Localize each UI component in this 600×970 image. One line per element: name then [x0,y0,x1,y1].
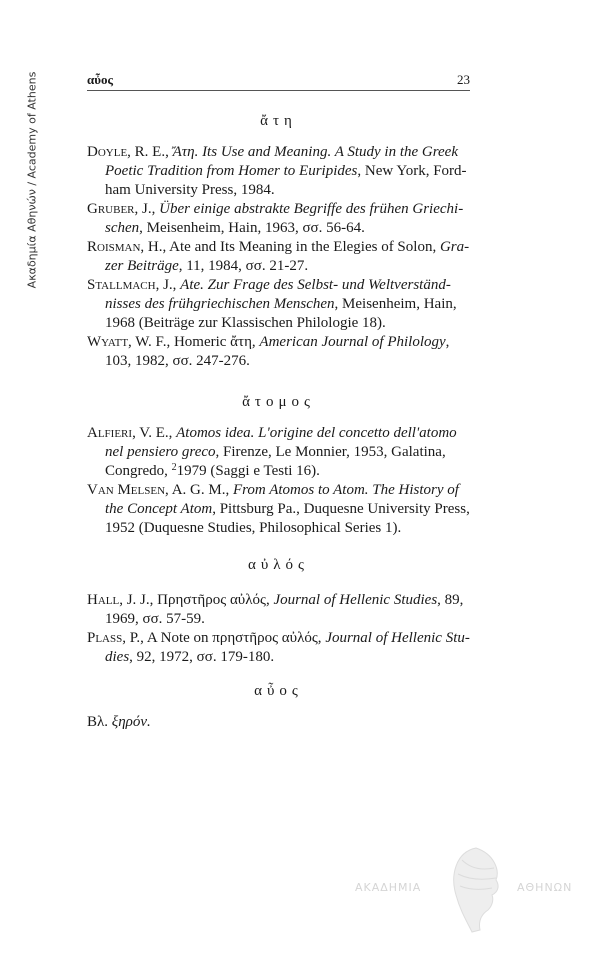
entry-text: zer Beiträge [105,258,179,274]
entry-text [87,591,470,610]
author-name: Hall [87,592,120,608]
entry-text: , P., A Note on πρηστῆρος αὐλός, [122,630,326,646]
entry-text: 2 [171,462,177,473]
bib-entry [87,238,470,276]
cross-reference [87,713,470,732]
section-heading: αὖος [254,683,303,699]
entry-text: Ate. Zur Frage des Selbst- und Weltverständ- [180,277,451,293]
bib-entry [87,481,470,538]
entry-text: , J. J., Πρηστῆρος αὐλός, [119,592,274,608]
entry-text: , J., [155,277,181,293]
entry-text: Congredo, [105,463,172,479]
entry-text: Journal of Hellenic Stu- [325,630,470,646]
entry-text: ham University Press, 1984. [105,182,275,198]
entry-text: Atomos idea. L'origine del concetto dell'atomo [176,425,457,441]
author-name: Doyle [87,144,128,160]
entry-text: the Concept Atom [105,501,213,517]
entry-text: 1968 (Beiträge zur Klassischen Philologie 18). [105,315,386,331]
entry-text [87,481,470,500]
logo-right-text: ΑΘΗΝΩΝ [517,881,573,894]
section-heading: ἄτομος [242,394,315,410]
entry-text: Gra- [439,239,470,255]
entry-text [87,713,470,732]
entry-text: , 89, [437,592,464,608]
entry-text [87,629,470,648]
entry-text [87,424,470,443]
entry-text: nisses des frühgriechischen Menschen [105,296,335,312]
section-heading: ἄτη [260,113,297,129]
entry-text [87,462,470,481]
bib-entry [87,629,470,667]
entry-text [87,143,470,162]
entry-text: , W. F., Homeric ἄτη, [128,334,260,350]
author-name: Gruber [87,201,135,217]
bib-entry [87,143,470,200]
side-watermark: Ακαδημία Αθηνών / Academy of Athens [25,71,39,289]
entry-text: , Pittsburg Pa., Duquesne University Press, [212,501,470,517]
page-number: 23 [457,72,470,87]
entry-text: , 92, 1972, σσ. 179-180. [129,649,275,665]
entry-text [87,200,470,219]
bib-entry [87,424,470,481]
entry-text: , H., Ate and Its Meaning in the Elegies of Solon, [140,239,440,255]
author-name: Van Melsen [87,482,166,498]
entry-text [87,276,470,295]
entry-text: Ἄτη. Its Use and Meaning. A Study in the Greek [172,144,458,160]
entry-text: , Meisenheim, Hain, 1963, σσ. 56-64. [139,220,365,236]
entry-text [87,443,470,462]
bib-entry [87,591,470,629]
logo-left-text: ΑΚΑΔΗΜΙΑ [355,881,422,894]
entry-text: 1952 (Duquesne Studies, Philosophical Series 1). [105,520,402,536]
entry-text [87,219,470,238]
academy-logo-watermark [355,840,585,940]
entry-text: Poetic Tradition from Homer to Euripides [105,163,358,179]
bib-entry [87,333,470,371]
entry-text: schen [105,220,140,236]
entry-text: dies [105,649,130,665]
entry-text: 1969, σσ. 57-59. [105,611,205,627]
entry-text: , Firenze, Le Monnier, 1953, Galatina, [215,444,446,460]
entry-text [87,648,470,667]
entry-text [87,238,470,257]
entry-text: nel pensiero greco [105,444,216,460]
running-header [87,72,470,91]
entry-text [87,257,470,276]
entry-text: , R. E., [127,144,173,160]
entry-text: Journal of Hellenic Studies [273,592,438,608]
entry-text [87,333,470,352]
entry-text: Βλ. [87,714,112,730]
entry-text: 103, 1982, σσ. 247-276. [105,353,250,369]
entry-text: , 11, 1984, σσ. 21-27. [178,258,309,274]
entry-text: American Journal of Philology [259,334,446,350]
entry-text [87,500,470,519]
bib-entry [87,276,470,333]
author-name: Stallmach [87,277,156,293]
section-heading: αὐλός [248,557,309,573]
entry-text: , Meisenheim, Hain, [334,296,457,312]
entry-text [87,162,470,181]
entry-text: , V. E., [132,425,177,441]
entry-text: , [445,334,450,350]
entry-text: , New York, Ford- [357,163,467,179]
entry-text: , J., [134,201,160,217]
author-name: Alfieri [87,425,133,441]
author-name: Roisman [87,239,141,255]
running-title: αὖος [87,72,113,87]
entry-text: Über einige abstrakte Begriffe des frühen Griechi- [159,201,464,217]
entry-text [87,295,470,314]
entry-text: ξηρόν. [111,714,151,730]
entry-text: , A. G. M., [165,482,233,498]
entry-text: From Atomos to Atom. The History of [232,482,459,498]
athena-head-icon [448,840,503,940]
entry-text: 1979 (Saggi e Testi 16). [176,463,320,479]
author-name: Wyatt [87,334,129,350]
author-name: Plass [87,630,123,646]
bib-entry [87,200,470,238]
